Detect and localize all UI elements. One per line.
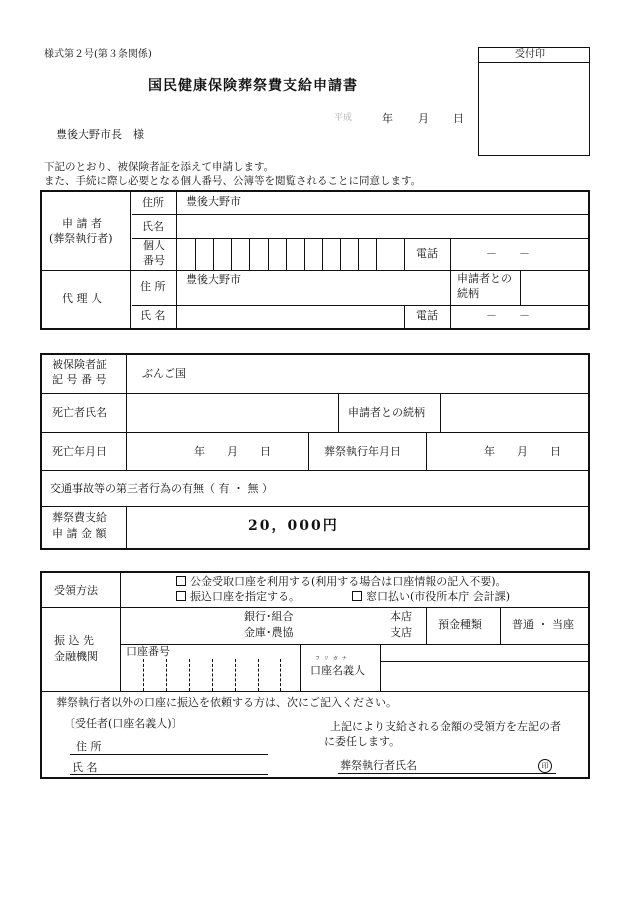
receipt-method-label: 受領方法 xyxy=(54,584,98,597)
applicant-address-value[interactable]: 豊後大野市 xyxy=(186,195,241,208)
date-era: 平成 xyxy=(334,113,353,123)
date-day-field[interactable]: 日 xyxy=(453,112,464,125)
receipt-section xyxy=(40,571,590,779)
agent-phone-value[interactable]: － － xyxy=(486,309,530,322)
insured-section xyxy=(40,353,590,550)
executor-name-line[interactable] xyxy=(338,773,556,774)
insured-card-label-2: 記 号 番 号 xyxy=(52,373,107,386)
agent-label: 代 理 人 xyxy=(62,292,102,305)
bank-label-2: 金融機関 xyxy=(54,650,98,663)
bank-label-1: 振 込 先 xyxy=(54,634,94,647)
option-counter-payment[interactable]: 窓口払い(市役所本庁 会計課) xyxy=(352,591,510,604)
addressee: 豊後大野市長 様 xyxy=(56,128,144,141)
agent-name-label: 氏 名 xyxy=(140,309,166,322)
relation-label: 申請者との続柄 xyxy=(348,406,425,419)
applicant-id-label-2: 番号 xyxy=(143,254,165,267)
page-title: 国民健康保険葬祭費支給申請書 xyxy=(148,78,358,94)
deposit-type-label: 預金種類 xyxy=(438,618,482,631)
delegation-text-1: 上記により支給される金額の受領方を左記の者 xyxy=(330,720,561,733)
receipt-stamp-label: 受付印 xyxy=(515,49,545,60)
delegate-address-label: 住 所 xyxy=(76,740,102,753)
insured-card-value[interactable]: ぶんご国 xyxy=(142,367,186,380)
deposit-type-value[interactable]: 普通 ・ 当座 xyxy=(512,618,574,631)
accident-question[interactable]: 交通事故等の第三者行為の有無（ 有 ・ 無 ） xyxy=(50,482,273,495)
amount-label-1: 葬祭費支給 xyxy=(52,511,107,524)
account-holder-label: 口座名義人 xyxy=(310,664,365,677)
checkbox-public-account[interactable] xyxy=(176,576,186,586)
checkbox-bank-transfer[interactable] xyxy=(176,591,186,601)
delegate-label: 〔受任者(口座名義人)〕 xyxy=(64,717,183,730)
applicant-sublabel: (葬祭執行者) xyxy=(49,232,113,245)
applicant-name-label: 氏名 xyxy=(142,220,164,233)
delegation-notice: 葬祭執行者以外の口座に振込を依頼する方は、次にご記入ください。 xyxy=(56,696,397,709)
insured-card-label-1: 被保険者証 xyxy=(52,358,107,371)
applicant-phone-value[interactable]: － － xyxy=(486,247,530,260)
intro-line-1: 下記のとおり、被保険者証を添えて申請します。 xyxy=(44,161,275,173)
delegation-text-2: に委任します。 xyxy=(324,735,401,748)
bank-type-2: 金庫･農協 xyxy=(244,626,294,639)
funeral-date-value[interactable]: 年 月 日 xyxy=(484,445,561,458)
agent-relation-label-2: 続柄 xyxy=(457,287,479,300)
agent-address-label: 住 所 xyxy=(140,280,166,293)
account-holder-ruby: フリガナ xyxy=(315,656,351,662)
bank-type-1: 銀行･組合 xyxy=(244,610,294,623)
agent-relation-label-1: 申請者との xyxy=(457,272,512,285)
deceased-name-label: 死亡者氏名 xyxy=(52,406,107,419)
intro-line-2: また、手続に際し必要となる個人番号、公簿等を閲覧されることに同意します。 xyxy=(44,175,422,187)
amount-value: 20，000円 xyxy=(248,518,339,534)
executor-name-label: 葬祭執行者氏名 xyxy=(340,759,417,772)
checkbox-counter-payment[interactable] xyxy=(352,591,362,601)
applicant-id-label-1: 個人 xyxy=(143,239,165,252)
form-number: 様式第２号(第３条関係) xyxy=(44,49,152,60)
option-public-account[interactable]: 公金受取口座を利用する(利用する場合は口座情報の記入不要)。 xyxy=(176,576,507,589)
amount-label-2: 申 請 金 額 xyxy=(52,527,107,540)
branch-type-1: 本店 xyxy=(390,610,412,623)
delegate-name-line[interactable] xyxy=(70,774,268,775)
account-number-label: 口座番号 xyxy=(126,645,170,658)
delegate-address-line[interactable] xyxy=(70,754,268,755)
applicant-section xyxy=(40,190,590,330)
seal-mark: 印 xyxy=(538,759,552,773)
death-date-label: 死亡年月日 xyxy=(52,445,107,458)
branch-type-2: 支店 xyxy=(390,626,412,639)
agent-phone-label: 電話 xyxy=(416,309,438,322)
funeral-date-label: 葬祭執行年月日 xyxy=(324,445,401,458)
applicant-address-label: 住所 xyxy=(142,196,164,209)
date-year-field[interactable]: 年 xyxy=(382,112,393,125)
option-bank-transfer[interactable]: 振込口座を指定する。 xyxy=(176,591,300,604)
agent-address-value[interactable]: 豊後大野市 xyxy=(186,273,241,286)
date-month-field[interactable]: 月 xyxy=(418,112,429,125)
receipt-stamp-box xyxy=(478,47,590,156)
applicant-phone-label: 電話 xyxy=(416,247,438,260)
death-date-value[interactable]: 年 月 日 xyxy=(194,445,271,458)
delegate-name-label: 氏 名 xyxy=(72,761,98,774)
applicant-label: 申 請 者 xyxy=(62,217,102,230)
